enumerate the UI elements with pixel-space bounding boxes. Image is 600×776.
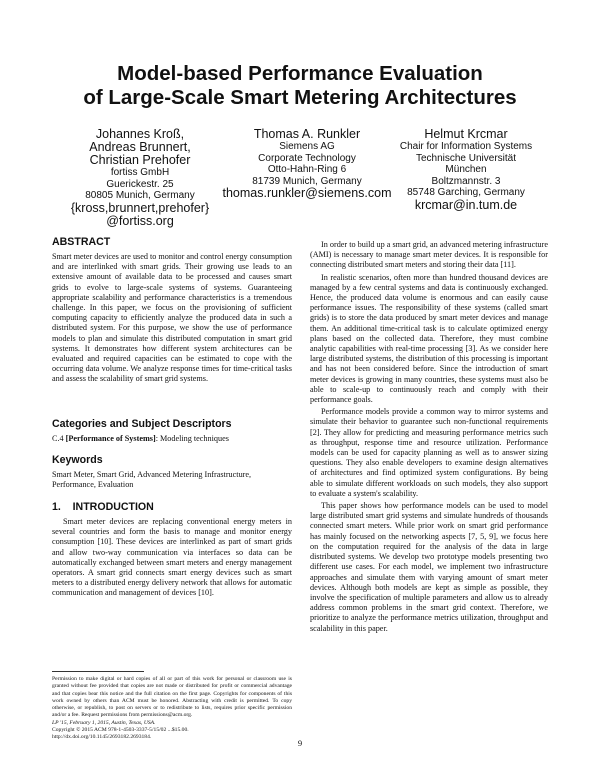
author-address: 85748 Garching, Germany xyxy=(407,187,525,199)
permission-block xyxy=(52,676,292,742)
paragraph: This paper shows how performance models can be used to model large distributed smart grid systems and simulate hundreds of thousands connected smart meters. While prior work on smart grid performance has mainly focused on the networking aspects [7, 5, 9], we focus here on the computation required for the analysis of the data in large distributed systems. We develop two prototype models presenting two different use cases. For each model, we implement two infrastructure approaches and simulate them with varying amount of smart meter devices. Although both models are kept as simple as possible, they involve the specification of multiple parameters and allow us to already address common problems in the smart grid context. Therefore, we prioritize to analyze the performance metrics utilization, throughput and scalability in this paper. xyxy=(310,501,548,633)
keywords-heading: Keywords xyxy=(52,454,103,466)
author-name: Andreas Brunnert, xyxy=(89,140,191,154)
author-address: Boltzmannstr. 3 xyxy=(431,175,501,187)
author-email: {kross,brunnert,prehofer} xyxy=(70,200,210,215)
paragraph: In realistic scenarios, often more than hundred thousand devices are managed by a few central systems and data is continuously exchanged. Hence, the produced data volume is enormous and can easily cause performance issues. The responsibility of these systems (called smart grids) is to store the data produced by smart meter devices and manage them. An additional time-critical task is to calculate optimized energy plans based on the collected data. Therefore, they must combine analytic capabilities with real-time processing [3]. As we consider here large distributed systems, the distribution of this processing is important and has not been considered before. Since the introduction of smart meter devices is growing in many countries, these systems must also be able to scale-up to continuously reach and comply with their performance goals. xyxy=(310,272,548,405)
author-name: Thomas A. Runkler xyxy=(253,127,361,141)
keywords-section xyxy=(52,454,292,490)
author-address: Otto-Hahn-Ring 6 xyxy=(267,164,347,176)
paragraph: Performance models provide a common way to mirror systems and simulate their behavior to guarantee such non-functional requirements [2]. They allow for predicting and measuring performance metrics such as throughput, response time and resource utilization. Performance models can be used for capacity planning as well as to answer sizing questions. They also enable developers to examine design alternatives of architectures and find optimized system configurations. By being able to simulate different workloads on such models, they also support to evaluate a system's scalability. xyxy=(310,407,548,498)
author-email: krcmar@in.tum.de xyxy=(414,197,518,212)
paper-title xyxy=(0,62,600,110)
author-email: @fortiss.org xyxy=(106,213,174,228)
author-affiliation: Corporate Technology xyxy=(258,152,356,164)
author-block-3 xyxy=(384,128,548,212)
abstract-text: Smart meter devices are used to monitor and control energy consumption and are interlinked with smart grids. Their growing use leads to an extensive amount of available data to be processed and causes smart grids to evolve to large-scale systems of systems. Guaranteeing appropriate scalability and performance characteristics is a tremendous challenge. In this paper, we focus on the provisioning of sufficient computing capacity to efficiently analyze the produced data in such a distributed system. For this purpose, we show the use of performance models to plan and simulate this distributed computation in smart grid systems. It demonstrates how different system architectures can be evaluated and required capacities can be estimated to cope with the occurring data volume. We analyze response times for time-critical tasks and assess the scalability of smart grid systems. xyxy=(52,252,292,384)
author-affiliation: Siemens AG xyxy=(279,141,335,152)
author-block-1 xyxy=(60,128,220,228)
author-name: Christian Prehofer xyxy=(89,153,191,167)
author-affiliation: Technische Universität xyxy=(415,152,517,164)
copyright-line: Copyright © 2015 ACM 978-1-4503-3337-5/15/02 ...$15.00. xyxy=(52,727,189,734)
introduction-paragraph: Smart meter devices are replacing conventional energy meters in several countries and form the basis to manage and monitor energy consumption [10]. These devices are interlinked as part of smart grids and allow two-way communication via interfaces so data can be automatically exchanged between smart meters and energy management operators. A smart grid connects smart energy devices such as smart meters to a distributed energy delivery network that allows for automatic communication and management of devices [10]. xyxy=(52,517,292,598)
author-name: Helmut Krcmar xyxy=(424,127,508,141)
introduction-section xyxy=(52,501,292,599)
author-name: Johannes Kroß, xyxy=(95,127,185,141)
permission-text: Permission to make digital or hard copies of all or part of this work for personal or classroom use is granted without fee provided that copies are not made or distributed for profit or commercial advantage and that copies bear this notice and the full citation on the first page. Copyrights for components of this work owned by others than ACM must be honored. Abstracting with credit is permitted. To copy otherwise, or republish, to post on servers or to redistribute to lists, requires prior specific permission and/or a fee. Request permissions from permissions@acm.org. xyxy=(52,676,292,719)
categories-text xyxy=(52,434,292,444)
title-line-2: of Large-Scale Smart Metering Architectures xyxy=(83,86,517,109)
abstract-heading: ABSTRACT xyxy=(52,236,111,248)
author-affiliation: München xyxy=(445,164,487,176)
paragraph: In order to build up a smart grid, an advanced metering infrastructure (AMI) is necessary to manage smart meter devices. It is responsible for connecting distributed smart meters and storing their data [11]. xyxy=(310,240,548,270)
venue-line: LP '15, February 1, 2015, Austin, Texas, USA. xyxy=(52,719,156,726)
doi-link[interactable]: http://dx.doi.org/10.1145/2693182.2693184. xyxy=(52,734,152,741)
page-number: 9 xyxy=(297,738,303,748)
title-line-1: Model-based Performance Evaluation xyxy=(117,62,483,85)
author-address: 81739 Munich, Germany xyxy=(252,175,362,187)
author-block-2 xyxy=(222,128,392,200)
category-code: C.4 xyxy=(52,434,66,443)
abstract-section xyxy=(52,236,292,385)
categories-section xyxy=(52,418,292,444)
author-affiliation: Chair for Information Systems xyxy=(399,141,533,152)
author-address: 80805 Munich, Germany xyxy=(85,190,195,202)
footnote-rule xyxy=(52,671,144,672)
category-suffix: : Modeling techniques xyxy=(155,434,229,443)
category-name: [Performance of Systems] xyxy=(65,434,156,443)
author-affiliation: fortiss GmbH xyxy=(110,167,170,178)
introduction-heading: 1. INTRODUCTION xyxy=(52,501,154,513)
author-email: thomas.runkler@siemens.com xyxy=(222,186,392,201)
categories-heading: Categories and Subject Descriptors xyxy=(52,418,232,430)
right-column xyxy=(310,240,548,634)
author-address: Guerickestr. 25 xyxy=(106,178,174,190)
keywords-text: Smart Meter, Smart Grid, Advanced Metering Infrastructure, Performance, Evaluation xyxy=(52,470,252,490)
